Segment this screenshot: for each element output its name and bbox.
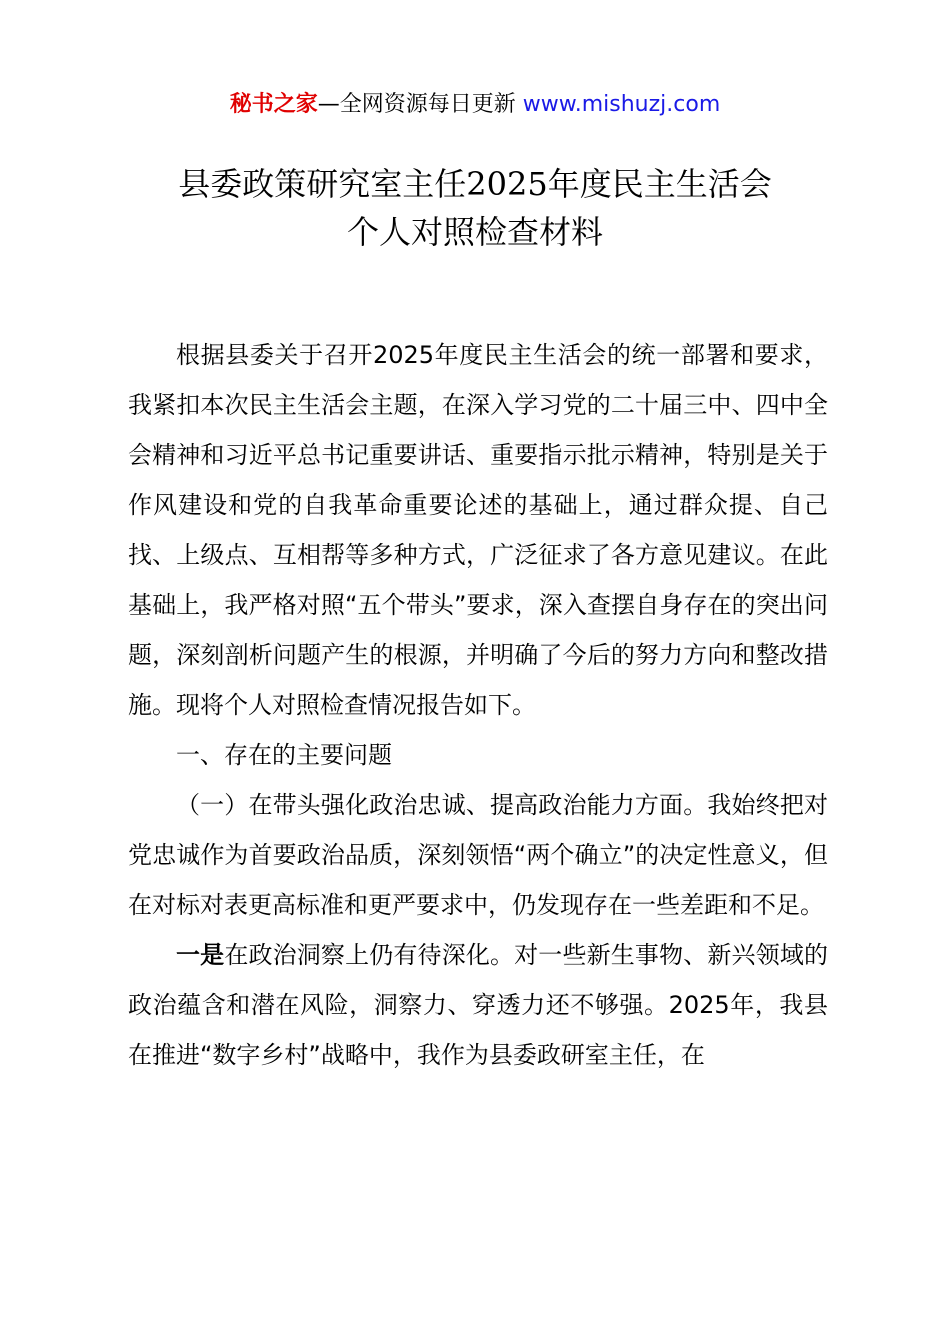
title-line-2: 个人对照检查材料 <box>346 213 603 251</box>
document-body <box>128 330 828 1080</box>
site-brand: 秘书之家 <box>229 92 318 117</box>
site-url-link[interactable]: www.mishuzj.com <box>522 92 721 117</box>
point-lead: 一是 <box>176 941 225 969</box>
site-banner <box>0 88 950 122</box>
point-paragraph <box>128 930 828 1080</box>
subsection-paragraph: （一）在带头强化政治忠诚、提高政治能力方面。我始终把对党忠诚作为首要政治品质，深刻领悟“两个确立”的决定性意义，但在对标对表更高标准和更严要求中，仍发现存在一些差距和不足。 <box>128 791 828 919</box>
intro-paragraph: 根据县委关于召开2025年度民主生活会的统一部署和要求，我紧扣本次民主生活会主题，在深入学习党的二十届三中、四中全会精神和习近平总书记重要讲话、重要指示批示精神，特别是关于作风建设和党的自我革命重要论述的基础上，通过群众提、自己找、上级点、互相帮等多种方式，广泛征求了各方意见建议。在此基础上，我严格对照“五个带头”要求，深入查摆自身存在的突出问题，深刻剖析问题产生的根源，并明确了今后的努力方向和整改措施。现将个人对照检查情况报告如下。 <box>128 341 828 719</box>
point-text: 在政治洞察上仍有待深化。对一些新生事物、新兴领域的政治蕴含和潜在风险，洞察力、穿透力还不够强。2025年，我县在推进“数字乡村”战略中，我作为县委政研室主任，在 <box>128 941 829 1069</box>
section-heading: 一、存在的主要问题 <box>176 741 392 769</box>
site-tagline: —全网资源每日更新 <box>317 92 523 117</box>
title-line-1: 县委政策研究室主任2025年度民主生活会 <box>178 165 772 203</box>
document-title <box>0 160 950 256</box>
